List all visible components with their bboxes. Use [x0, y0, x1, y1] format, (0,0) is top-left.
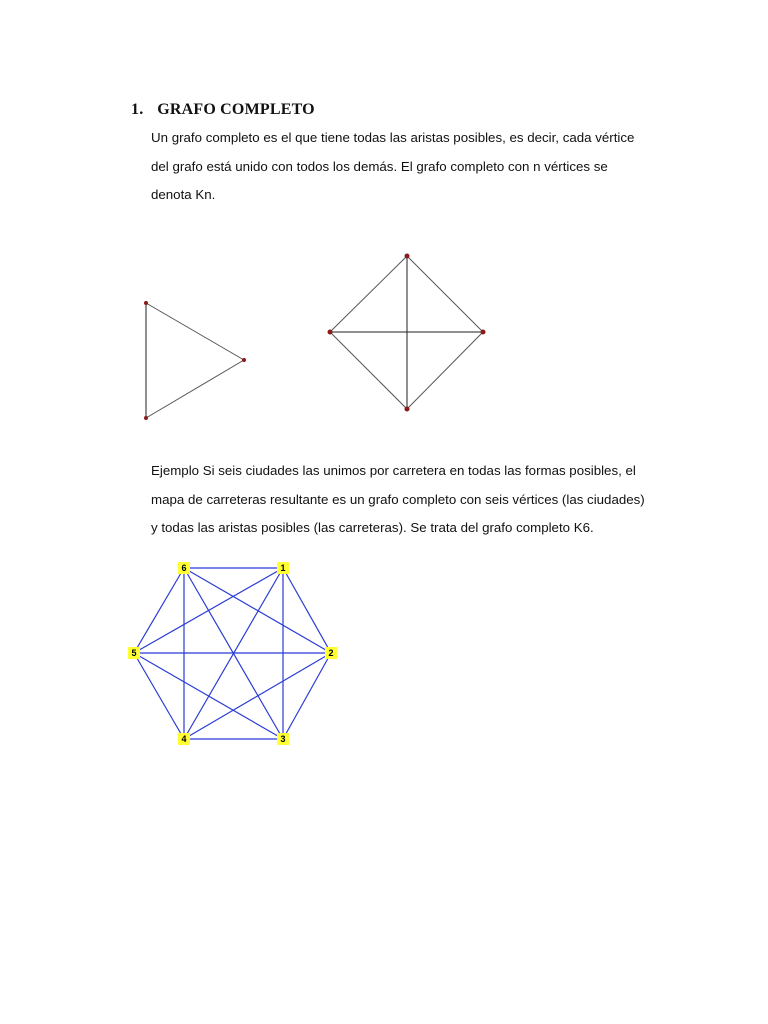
intro-line: Un grafo completo es el que tiene todas las aristas posibles, es decir, cada vértice [151, 130, 635, 145]
k6-vertex [325, 647, 337, 659]
k6-edge [283, 653, 331, 739]
k6-vertex [178, 562, 190, 574]
k6-vertex [277, 733, 289, 745]
k6-edge [134, 653, 283, 739]
k6-edge [134, 653, 184, 739]
intro-line: denota Kn. [151, 187, 216, 202]
example-line: Ejemplo Si seis ciudades las unimos por carretera en todas las formas posibles, el [151, 463, 636, 478]
section-number: 1. [131, 101, 144, 118]
example-line: y todas las aristas posibles (las carreteras). Se trata del grafo completo K6. [151, 520, 594, 535]
k6-vertex-label: 4 [181, 734, 187, 745]
k6-vertex-label: 5 [131, 648, 137, 659]
k6-vertex [128, 647, 140, 659]
section-title: GRAFO COMPLETO [157, 101, 315, 118]
k6-vertex-label: 6 [181, 563, 187, 574]
k6-vertex [277, 562, 289, 574]
k6-vertex-label: 3 [280, 734, 286, 745]
k6-vertex-label: 2 [328, 648, 334, 659]
k6-vertex-label: 1 [280, 563, 286, 574]
k6-edge [184, 568, 331, 653]
example-line: mapa de carreteras resultante es un grafo completo con seis vértices (las ciudades) [151, 491, 645, 507]
k6-vertex [178, 733, 190, 745]
k6-edge [283, 568, 331, 653]
intro-line: del grafo está unido con todos los demás. El grafo completo con n vértices se [151, 158, 608, 174]
k6-edge [134, 568, 184, 653]
